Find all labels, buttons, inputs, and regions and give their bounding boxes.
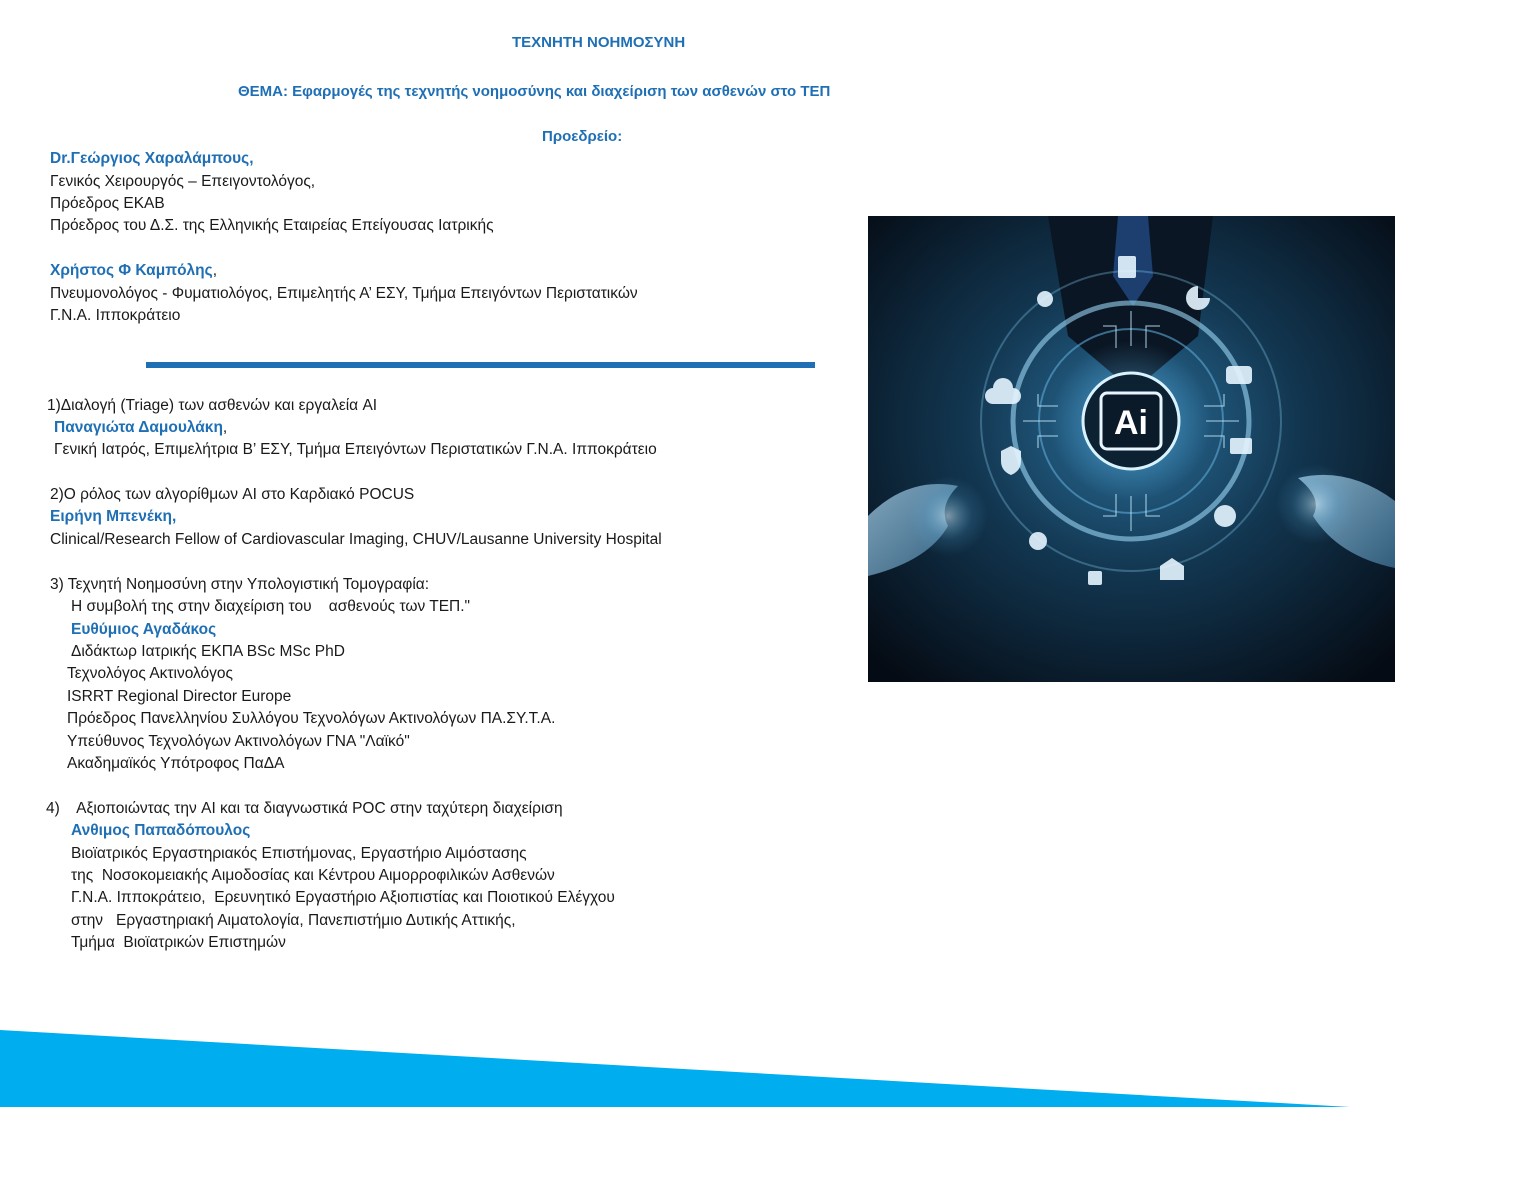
name-suffix: , (212, 262, 217, 279)
chat-icon (1226, 366, 1252, 384)
speaker-detail: ISRRT Regional Director Europe (67, 688, 292, 705)
speaker-detail: της Νοσοκομειακής Αιμοδοσίας και Κέντρου Αιμορροφιλικών Ασθενών (71, 867, 555, 884)
presidium-label: Προεδρείο: (542, 128, 623, 145)
lock-icon (1088, 571, 1102, 585)
talk-title: 4) Αξιοποιώντας την AI και τα διαγνωστικά POC στην ταχύτερη διαχείριση (46, 800, 563, 817)
speaker-detail: Υπεύθυνος Τεχνολόγων Ακτινολόγων ΓΝΑ "Λαϊκό" (67, 733, 410, 750)
page-title: ΤΕΧΝΗΤΗ ΝΟΗΜΟΣΥΝΗ (512, 34, 686, 51)
speaker-name: Ειρήνη Μπενέκη, (50, 508, 177, 525)
speaker-name: Ανθιμος Παπαδόπουλος (71, 822, 251, 839)
clipboard-icon (1118, 256, 1136, 278)
chair-detail: Πνευμονολόγος - Φυματιολόγος, Επιμελητής Α’ ΕΣΥ, Τμήμα Επειγόντων Περιστατικών (50, 285, 638, 302)
talk-title: 1)Διαλογή (Triage) των ασθενών και εργαλεία AI (47, 397, 378, 414)
chair-detail: Πρόεδρος ΕΚΑΒ (50, 195, 165, 212)
talk-subtitle: Η συμβολή της στην διαχείριση του ασθενούς των ΤΕΠ." (71, 598, 471, 615)
speaker-detail: Βιοϊατρικός Εργαστηριακός Επιστήμονας, Εργαστήριο Αιμόστασης (71, 845, 527, 862)
chair-detail: Πρόεδρος του Δ.Σ. της Ελληνικής Εταιρείας Επείγουσας Ιατρικής (50, 217, 494, 234)
bottom-banner (0, 1020, 1360, 1120)
speaker-detail: Clinical/Research Fellow of Cardiovascular Imaging, CHUV/Lausanne University Hospital (50, 531, 662, 548)
speaker-line (54, 419, 227, 437)
talk-title: 2)Ο ρόλος των αλγορίθμων AI στο Καρδιακό POCUS (50, 486, 415, 503)
speaker-detail: Διδάκτωρ Ιατρικής ΕΚΠΑ BSc MSc PhD (71, 643, 345, 660)
subject-line: ΘΕΜΑ: Εφαρμογές της τεχνητής νοημοσύνης και διαχείριση των ασθενών στο ΤΕΠ (238, 83, 831, 100)
speaker-detail: Γενική Ιατρός, Επιμελήτρια Β’ ΕΣΥ, Τμήμα Επειγόντων Περιστατικών Γ.Ν.Α. Ιπποκράτειο (54, 441, 657, 458)
people-icon (1037, 291, 1053, 307)
monitor-icon (1230, 438, 1252, 454)
name-suffix: , (222, 419, 228, 436)
chair-name-line (50, 262, 217, 280)
divider-rule (146, 362, 815, 368)
speaker-name: Παναγιώτα Δαμουλάκη (54, 419, 223, 436)
chair-name: Χρήστος Φ Καμπόλης (50, 262, 213, 279)
speaker-detail: Πρόεδρος Πανελληνίου Συλλόγου Τεχνολόγων Ακτινολόγων ΠΑ.ΣΥ.Τ.Α. (67, 710, 556, 727)
gear-icon (1029, 532, 1047, 550)
globe-icon (1214, 505, 1236, 527)
chair-detail: Γενικός Χειρουργός – Επειγοντολόγος, (50, 173, 316, 190)
speaker-detail: Τεχνολόγος Ακτινολόγος (67, 665, 234, 682)
speaker-name: Ευθύμιος Αγαδάκος (71, 621, 217, 638)
speaker-detail: στην Εργαστηριακή Αιματολογία, Πανεπιστήμιο Δυτικής Αττικής, (71, 912, 516, 929)
talk-title: 3) Τεχνητή Νοημοσύνη στην Υπολογιστική Τομογραφία: (50, 576, 430, 593)
speaker-detail: Γ.Ν.Α. Ιπποκράτειο, Ερευνητικό Εργαστήριο Αξιοπιστίας και Ποιοτικού Ελέγχου (71, 889, 615, 906)
ai-illustration (868, 216, 1395, 682)
chair-name: Dr.Γεώργιος Χαραλάμπους, (50, 150, 254, 167)
ai-chip-label: Ai (1114, 404, 1148, 442)
speaker-detail: Τμήμα Βιοϊατρικών Επιστημών (71, 934, 286, 951)
chair-detail: Γ.Ν.Α. Ιπποκράτειο (50, 307, 181, 324)
speaker-detail: Ακαδημαϊκός Υπότροφος ΠαΔΑ (67, 755, 285, 772)
